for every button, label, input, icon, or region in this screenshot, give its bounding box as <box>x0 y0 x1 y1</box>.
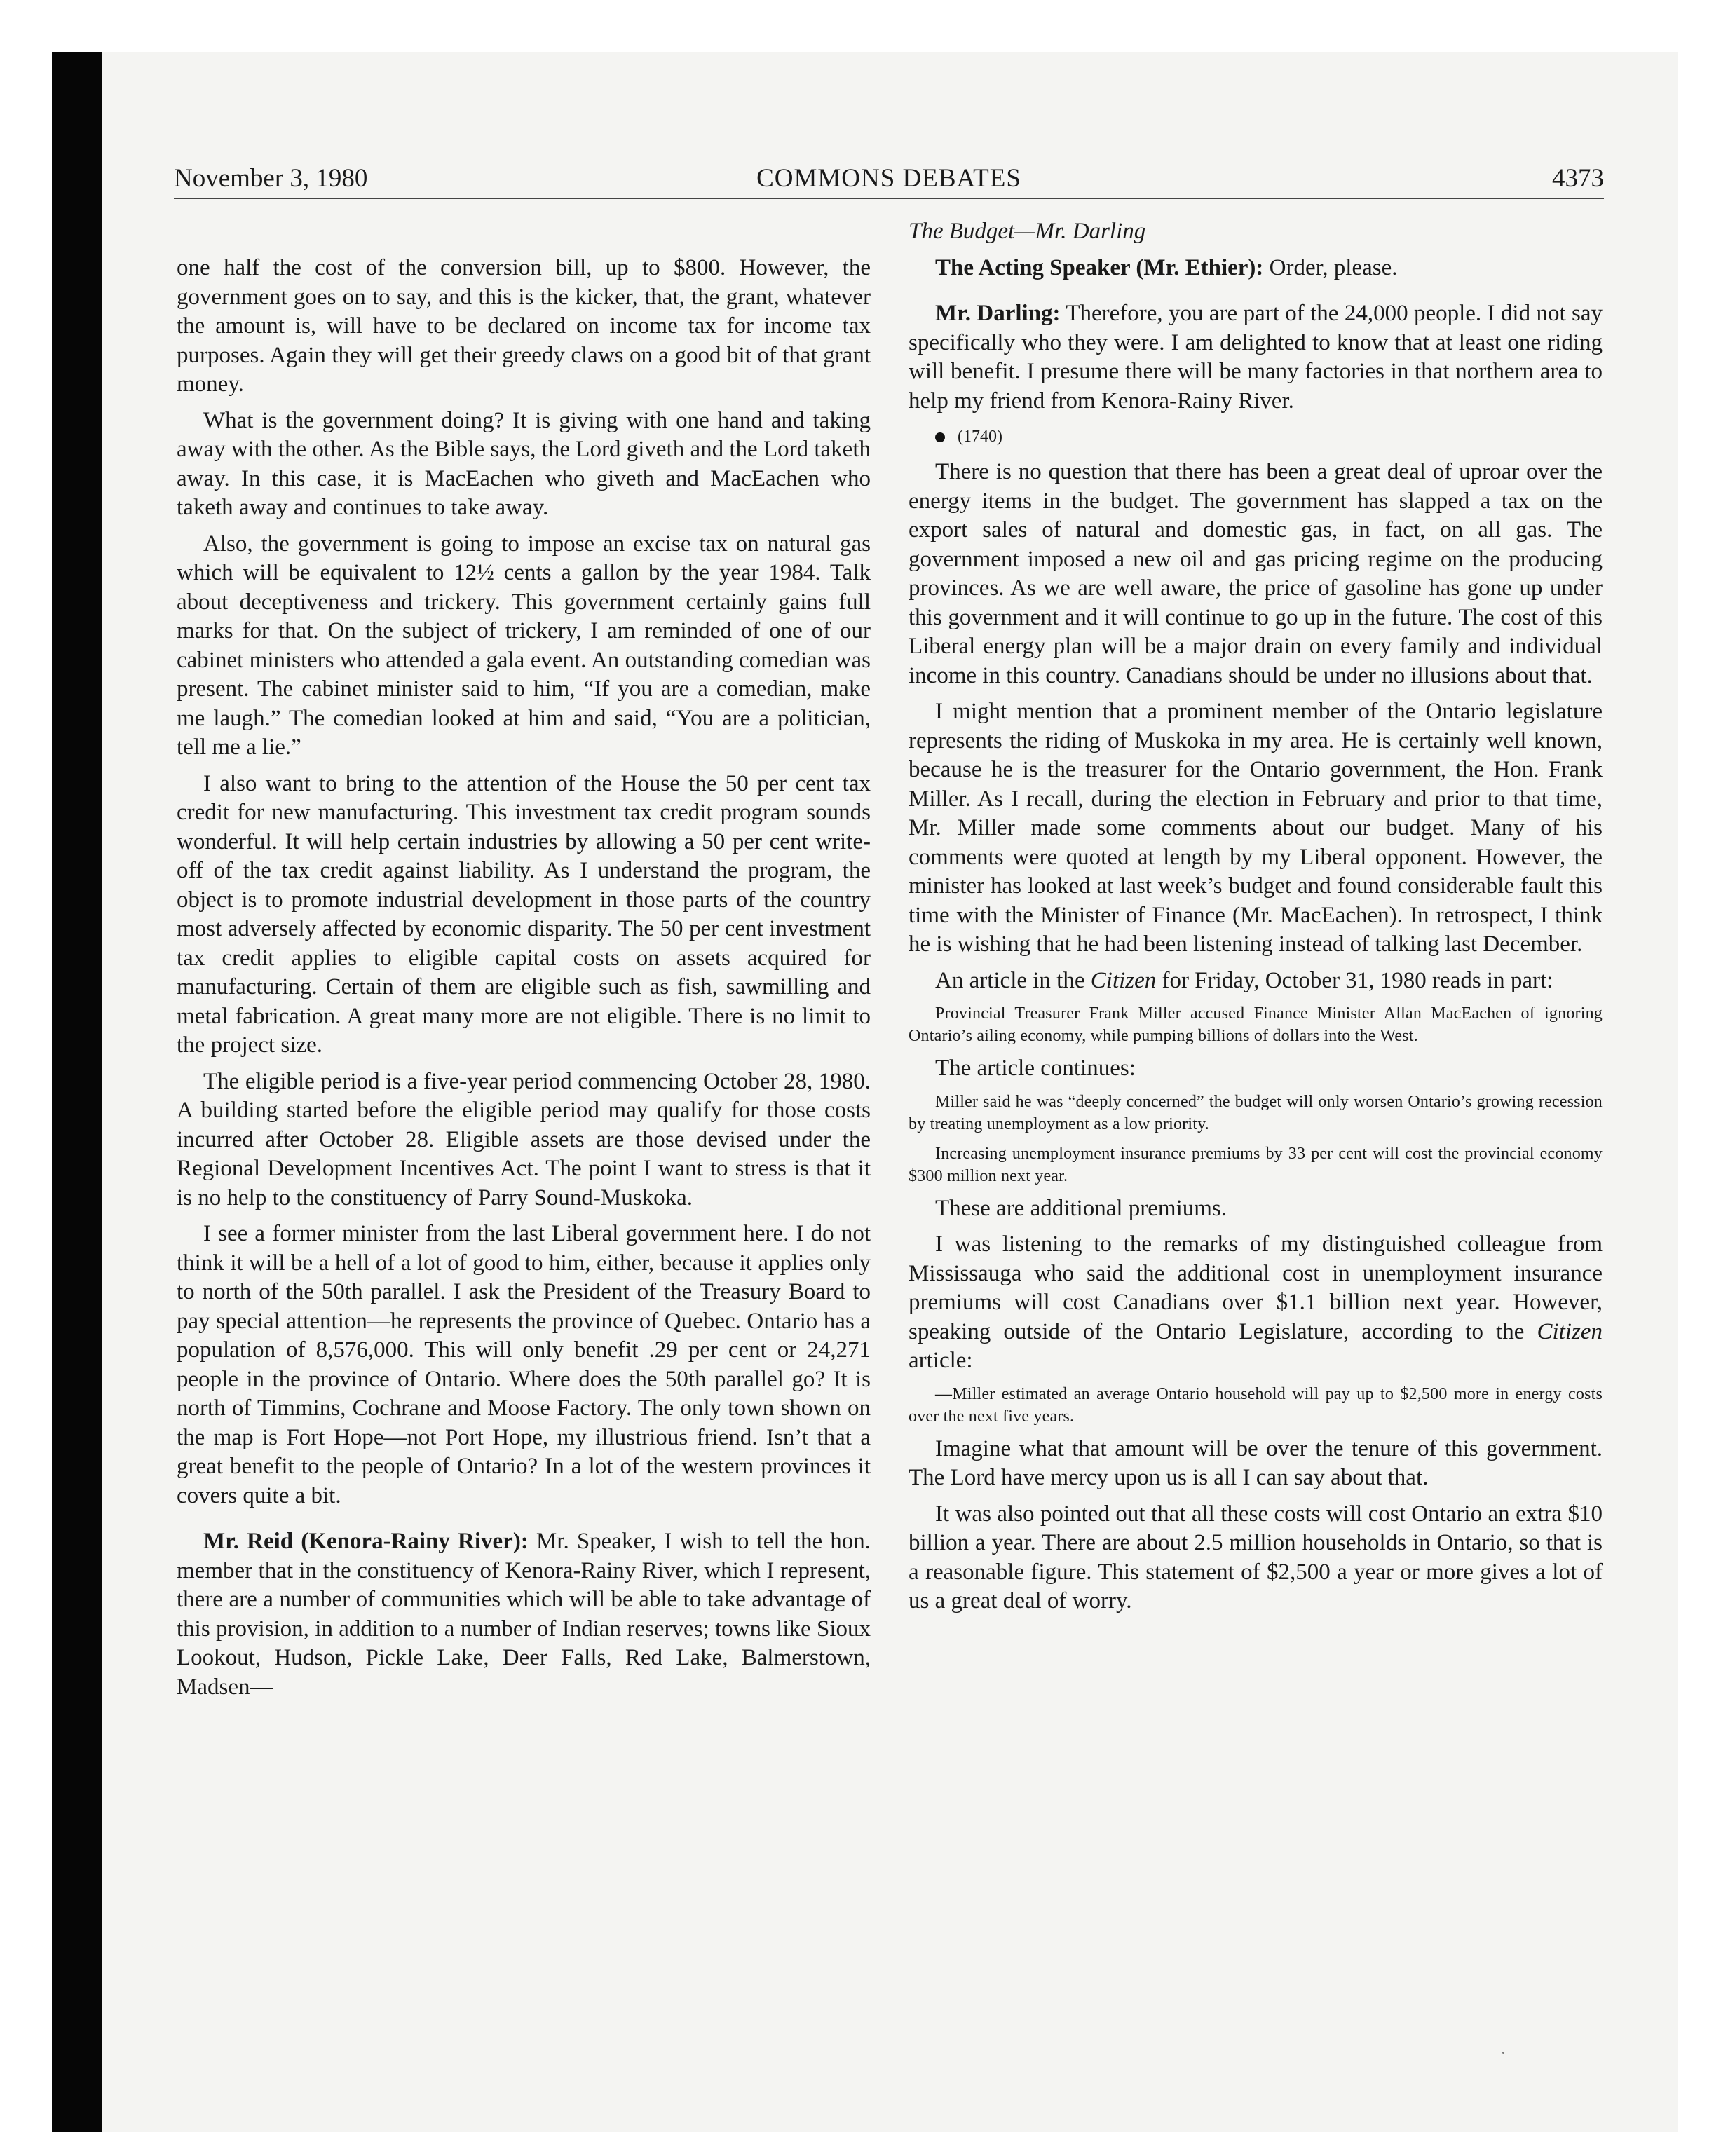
paragraph: It was also pointed out that all these costs will cost Ontario an extra $10 billion a year. There are about 2.5 million households in Ontario, so that is a reasonable figure. This statement of $2,500 a year or more gives a lot of us a great deal of worry. <box>909 1501 1603 1613</box>
block-quote: Provincial Treasurer Frank Miller accused Finance Minister Allan MacEachen of ignoring Ontario’s ailing economy, while pumping billions of dollars into the West. <box>909 1004 1603 1045</box>
speech-darling <box>909 299 1603 416</box>
time-stamp-text: (1740) <box>958 428 1002 446</box>
block-quote: —Miller estimated an average Ontario household will pay up to $2,500 more in energy costs over the next five years. <box>909 1384 1603 1426</box>
citation-italic: Citizen <box>1537 1318 1603 1344</box>
paragraph: I see a former minister from the last Liberal government here. I do not think it will be a hell of a lot of good to him, either, because it applies only to north of the 50th parallel. I ask the President of the Treasury Board to pay special attention—he represents the province of Quebec. Ontario has a population of 8,576,000. This will only benefit .29 per cent or 24,271 people in the province of Ontario. Where does the 50th parallel go? It is north of Timmins, Cochrane and Moose Factory. The only town shown on the map is Fort Hope—not Port Hope, my illustrious friend. Isn’t that a great benefit to the people of Ontario? In a lot of the western provinces it covers quite a bit. <box>177 1221 871 1508</box>
paragraph: I might mention that a prominent member of the Ontario legislature represents the riding of Muskoka in my area. He is certainly well known, because he is the treasurer for the Ontario government, the Hon. Frank Miller. As I recall, during the election in February and prior to that time, Mr. Miller made some comments about our budget. Many of his comments were quoted at length by my Liberal opponent. However, the minister has looked at last week’s budget and found considerable fault this time with the Minister of Finance (Mr. MacEachen). In retrospect, I think he is wishing that he had been listening instead of talking last December. <box>909 699 1603 957</box>
paragraph: There is no question that there has been a great deal of uproar over the energy items in the budget. The government has slapped a tax on the export sales of natural and domestic gas, in fact, on all gas. The government imposed a new oil and gas pricing regime on the producing provinces. As we are well aware, the price of gasoline has gone up under this government and it will continue to go up in the future. The cost of this Liberal energy plan will be a major drain on every family and individual income in this country. Canadians should be under no illusions about that. <box>909 459 1603 688</box>
left-column <box>177 254 871 1709</box>
paragraph: The eligible period is a five-year period commencing October 28, 1980. A building started before the eligible period may qualify for those costs incurred after October 28. Eligible assets are those devised under the Regional Development Incentives Act. The point I want to stress is that it is no help to the constituency of Parry Sound-Muskoka. <box>177 1068 871 1210</box>
paragraph: Imagine what that amount will be over the tenure of this government. The Lord have mercy upon us is all I can say about that. <box>909 1435 1603 1490</box>
paragraph: Also, the government is going to impose an excise tax on natural gas which will be equivalent to 12½ cents a gallon by the year 1984. Talk about deceptiveness and trickery. This government certainly gains full marks for that. On the subject of trickery, I am reminded of one of our cabinet ministers who attended a gala event. An outstanding comedian was present. The cabinet minister said to him, “If you are a comedian, make me laugh.” The comedian looked at him and said, “You are a politician, tell me a lie.” <box>177 531 871 760</box>
speech-acting-speaker <box>909 254 1603 283</box>
paragraph: An article in the Citizen for Friday, October 31, 1980 reads in part: <box>935 967 1553 993</box>
header-rule <box>174 198 1604 199</box>
header-title: COMMONS DEBATES <box>756 164 1021 193</box>
scan-speck <box>1502 2052 1504 2054</box>
right-column <box>909 217 1603 1623</box>
paragraph: The article continues: <box>935 1056 1136 1081</box>
citation-italic: Citizen <box>1090 967 1157 993</box>
page-number: 4373 <box>1552 164 1604 193</box>
speech-text: Therefore, you are part of the 24,000 people. I did not say specifically who they were. I am delighted to know that at least one riding will benefit. I presume there will be many factories in that northern area to help my friend from Kenora-Rainy River. <box>909 301 1603 414</box>
bullet-icon <box>935 432 945 442</box>
page-header <box>174 163 1604 195</box>
paragraph: What is the government doing? It is giving with one hand and taking away with the other. As the Bible says, the Lord giveth and the Lord taketh away. In this case, it is MacEachen who giveth and MacEachen who taketh away and continues to take away. <box>177 407 871 520</box>
time-stamp <box>909 423 1603 451</box>
paragraph: I was listening to the remarks of my distinguished colleague from Mississauga who said the additional cost in unemployment insurance premiums will cost Canadians over $1.1 billion next year. However, speaking outside of the Ontario Legislature, according to the Citizen article: <box>909 1231 1603 1373</box>
binding-edge <box>52 52 102 2132</box>
speaker-name: Mr. Darling: <box>935 301 1061 326</box>
speaker-name: Mr. Reid (Kenora-Rainy River): <box>203 1529 529 1554</box>
speech-reid <box>177 1527 871 1702</box>
running-head: The Budget—Mr. Darling <box>909 219 1146 244</box>
paragraph: I also want to bring to the attention of the House the 50 per cent tax credit for new manufacturing. This investment tax credit program sounds wonderful. It will help certain industries by allowing a 50 per cent write-off of the tax credit against liability. As I understand the program, the object is to promote industrial development in those parts of the country most adversely affected by economic disparity. The 50 per cent investment tax credit applies to eligible capital costs on assets acquired for manufacturing. Certain of them are eligible such as fish, sawmilling and metal fabrication. A great many more are not eligible. There is no limit to the project size. <box>177 770 871 1058</box>
header-date: November 3, 1980 <box>174 164 368 193</box>
speech-text: Mr. Speaker, I wish to tell the hon. member that in the constituency of Kenora-Rainy River, which I represent, there are a number of communities which will be able to take advantage of this provision, in addition to a number of Indian reserves; towns like Sioux Lookout, Hudson, Pickle Lake, Deer Falls, Red Lake, Balmerstown, Madsen— <box>177 1529 871 1700</box>
paragraph: These are additional premiums. <box>935 1195 1227 1221</box>
speaker-name: The Acting Speaker (Mr. Ethier): <box>935 254 1264 280</box>
block-quote: Increasing unemployment insurance premiums by 33 per cent will cost the provincial economy $300 million next year. <box>909 1144 1603 1185</box>
paragraph: one half the cost of the conversion bill, up to $800. However, the government goes on to say, and this is the kicker, that, the grant, whatever the amount is, will have to be declared on income tax for income tax purposes. Again they will get their greedy claws on a good bit of that grant money. <box>177 255 871 397</box>
speech-text: Order, please. <box>1263 254 1398 280</box>
block-quote: Miller said he was “deeply concerned” the budget will only worsen Ontario’s growing recession by treating unemployment as a low priority. <box>909 1092 1603 1133</box>
